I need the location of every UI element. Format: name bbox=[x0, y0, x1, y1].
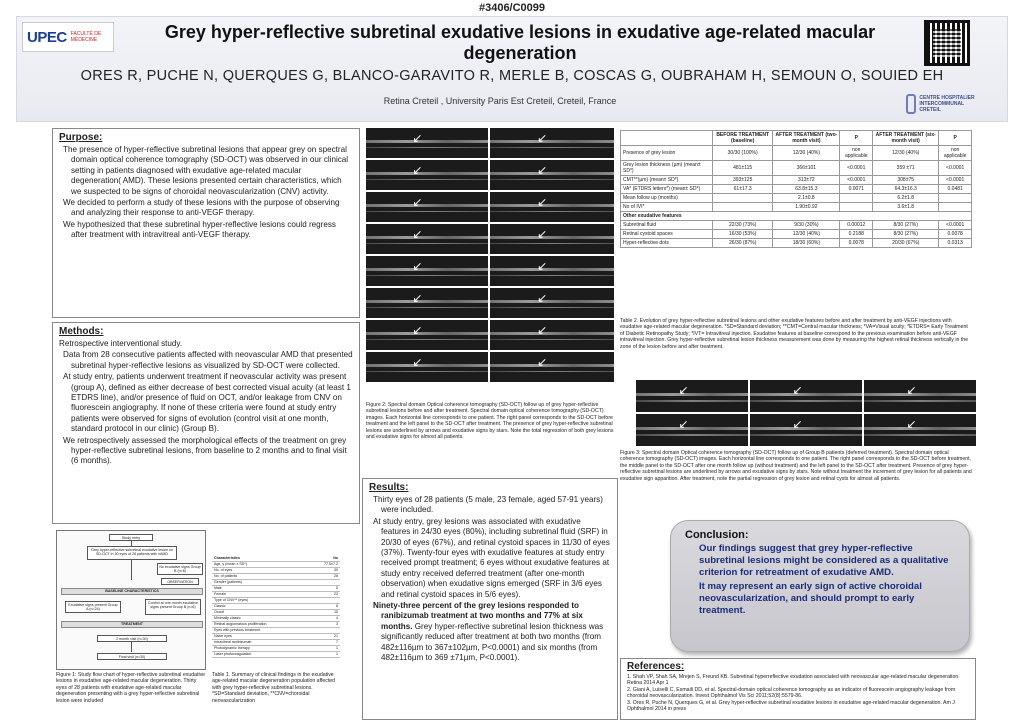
oct-scan-image bbox=[366, 352, 488, 382]
purpose-paragraph: We decided to perform a study of these lesions with the purpose of observing and analyzing their response to anti-VEGF therapy. bbox=[63, 198, 340, 218]
table-cell: 0.00012 bbox=[840, 221, 873, 230]
table-cell: 0.0313 bbox=[939, 239, 972, 248]
methods-paragraph: We retrospectively assessed the morphological effects of the treatment on grey hyper-reflective subretinal lesions, from baseline to 2 months and to final visit (6 months). bbox=[63, 435, 347, 466]
arrow-icon: ↙ bbox=[537, 323, 548, 338]
results-title: Results: bbox=[369, 482, 409, 493]
retina-layer bbox=[366, 147, 488, 149]
table-cell: Grey lesion thickness (µm) (mean± SD*) bbox=[621, 161, 713, 176]
oct-scan-image bbox=[366, 160, 488, 190]
retina-layer bbox=[490, 364, 614, 367]
arrow-icon: ↙ bbox=[906, 417, 917, 432]
retina-layer bbox=[366, 339, 488, 341]
table-cell: Laser photocoagulation bbox=[212, 652, 309, 658]
oct-scan-image bbox=[366, 192, 488, 222]
arrow-icon: ↙ bbox=[537, 227, 548, 242]
table-cell: No bbox=[309, 556, 340, 562]
retina-layer bbox=[366, 371, 488, 373]
retina-layer bbox=[864, 393, 976, 396]
retina-layer bbox=[490, 307, 614, 309]
chic-logo bbox=[906, 90, 976, 118]
table-cell: 366±101 bbox=[773, 161, 840, 176]
table-cell: Naive eyes bbox=[212, 634, 309, 640]
arrow-icon: ↙ bbox=[537, 131, 548, 146]
retina-layer bbox=[864, 434, 976, 436]
table-cell: Photodynamic therapy bbox=[212, 646, 309, 652]
arrow-icon: ↙ bbox=[792, 383, 803, 398]
retina-layer bbox=[490, 339, 614, 341]
table-cell: 308±75 bbox=[873, 176, 939, 185]
oct-scan-image bbox=[490, 288, 614, 318]
flow-study-entry: Study entry bbox=[109, 534, 153, 541]
results-body bbox=[369, 495, 611, 664]
table-row bbox=[621, 146, 972, 161]
retina-layer bbox=[490, 179, 614, 181]
table-cell: 0.0071 bbox=[840, 185, 873, 194]
retina-layer bbox=[864, 427, 976, 430]
conclusion-paragraph: It may represent an early sign of active choroidal neovascularization, and should prompt to early treatment. bbox=[699, 581, 922, 616]
arrow-icon: ↙ bbox=[537, 291, 548, 306]
table-cell: 313±72 bbox=[773, 176, 840, 185]
table-header-cell: P bbox=[840, 131, 873, 146]
table-cell: No. of eyes bbox=[212, 568, 309, 574]
oct-scan-image bbox=[636, 380, 748, 412]
purpose-panel bbox=[52, 128, 360, 318]
table-cell bbox=[840, 194, 873, 203]
poster-title: Grey hyper-reflective subretinal exudative lesions in exudative age-related macular degeneration bbox=[164, 22, 876, 63]
table-cell: 1.90±0.92 bbox=[773, 203, 840, 212]
table-cell: 15 bbox=[309, 610, 340, 616]
retina-layer bbox=[366, 243, 488, 245]
purpose-title: Purpose: bbox=[59, 132, 103, 143]
table-cell: Age, y (mean ± SD*) bbox=[212, 562, 309, 568]
table-cell: Male bbox=[212, 586, 309, 592]
table1-caption: Table 1. Summary of clinical findings in the exudative age-related macular degeneration population affected with grey hyper-reflective subretinal lesions. *SD=Standard deviation, **CNV=choroidal neovascularization bbox=[212, 672, 336, 704]
table-header-cell: AFTER TREATMENT (two-month visit) bbox=[773, 131, 840, 146]
oct-scan-image bbox=[490, 192, 614, 222]
arrow-icon: ↙ bbox=[412, 323, 423, 338]
upec-logo-main: UPEC bbox=[27, 28, 67, 46]
methods-paragraph: Data from 28 consecutive patients affected with neovascular AMD that presented subretinal hyper-reflective lesions as visualized by SD-OCT were collected. bbox=[63, 350, 353, 370]
table-cell: 22/30 (73%) bbox=[713, 221, 773, 230]
table-cell: 77.5±7.2 bbox=[309, 562, 340, 568]
arrow-icon: ↙ bbox=[537, 163, 548, 178]
retina-layer bbox=[636, 400, 748, 402]
arrow-icon: ↙ bbox=[537, 195, 548, 210]
table-cell: 30 bbox=[309, 568, 340, 574]
retina-layer bbox=[366, 268, 488, 271]
oct-scan-image bbox=[750, 380, 862, 412]
flow-observation: OBSERVATION bbox=[161, 578, 199, 585]
retina-layer bbox=[490, 236, 614, 239]
retina-layer bbox=[366, 364, 488, 367]
table-cell: Retinal cystoid spaces bbox=[621, 230, 713, 239]
flow-connector bbox=[131, 560, 132, 580]
methods-panel bbox=[52, 322, 360, 524]
results-paragraph bbox=[369, 601, 611, 663]
table-cell: <0.0001 bbox=[840, 176, 873, 185]
study-flowchart bbox=[56, 530, 206, 670]
table-cell: Female bbox=[212, 592, 309, 598]
conclusion-paragraph: Our findings suggest that grey hyper-reflective subretinal lesions might be considered as a qualitative criterion for retreatment of exudative AMD. bbox=[699, 543, 949, 578]
table-row bbox=[621, 161, 972, 176]
retina-layer bbox=[366, 307, 488, 309]
oct-scan-image bbox=[366, 224, 488, 254]
flow-treatment-bar: TREATMENT bbox=[61, 621, 203, 628]
table-cell: 61±17.3 bbox=[713, 185, 773, 194]
table-cell: non applicable bbox=[939, 146, 972, 161]
table-cell: 8/30 (27%) bbox=[873, 221, 939, 230]
table-cell: 2.1±0.8 bbox=[773, 194, 840, 203]
chic-logo-icon bbox=[906, 94, 916, 114]
qr-code-icon bbox=[924, 20, 970, 66]
table-row bbox=[621, 185, 972, 194]
oct-scan-image bbox=[366, 288, 488, 318]
retina-layer bbox=[864, 400, 976, 402]
table-cell: 16/30 (53%) bbox=[713, 230, 773, 239]
retina-layer bbox=[636, 393, 748, 396]
author-list: ORES R, PUCHE N, QUERQUES G, BLANCO-GARAVITO R, MERLE B, COSCAS G, OUBRAHAM H, SEMOUN O, SOUIED EH bbox=[80, 68, 944, 84]
arrow-icon: ↙ bbox=[412, 163, 423, 178]
table-cell: <0.0001 bbox=[939, 161, 972, 176]
retina-layer bbox=[490, 371, 614, 373]
table-cell: 0.0481 bbox=[939, 185, 972, 194]
table-cell: Classic bbox=[212, 604, 309, 610]
table-header-cell: BEFORE TREATMENT (baseline) bbox=[713, 131, 773, 146]
table-cell: 0.0078 bbox=[840, 239, 873, 248]
table-cell: Characteristics bbox=[212, 556, 309, 562]
table-row bbox=[212, 652, 340, 658]
table-cell: 23 bbox=[309, 592, 340, 598]
table-row bbox=[621, 239, 972, 248]
retina-layer bbox=[366, 140, 488, 143]
conclusion-box bbox=[670, 520, 970, 652]
table-cell: 28 bbox=[309, 574, 340, 580]
results-thickness-finding: Grey hyper-reflective subretinal lesion thickness was significantly reduced after treatment at both two months (from 482±116µm to 367±102µm, P<0.0001) and six months (from 482±116µm to 369 ±71µm, P<0.0001). bbox=[381, 621, 604, 663]
retina-layer bbox=[366, 275, 488, 277]
retina-layer bbox=[366, 332, 488, 335]
table-row bbox=[621, 176, 972, 185]
oct-scan-image bbox=[636, 414, 748, 446]
arrow-icon: ↙ bbox=[678, 383, 689, 398]
table-cell: Eyes with previous treatment bbox=[212, 628, 309, 634]
retina-layer bbox=[490, 204, 614, 207]
table-cell: Presence of grey lesion bbox=[621, 146, 713, 161]
table-row bbox=[621, 230, 972, 239]
table-cell: 26/30 (87%) bbox=[713, 239, 773, 248]
flow-no-exudative: No exudative signs Group B (n=6) bbox=[157, 563, 203, 575]
methods-title: Methods: bbox=[59, 326, 104, 337]
table-cell: 393±125 bbox=[713, 176, 773, 185]
table-cell: Mean follow up (months) bbox=[621, 194, 713, 203]
table-header-cell: P bbox=[939, 131, 972, 146]
table2-caption: Table 2. Evolution of grey hyper-reflective subretinal lesions and other exudative features before and after treatment by anti-VEGF injections with exudative age-related macular degeneration. *SD=Standard deviation; **CMT=Central macular thickness; *VA=Visual acuity; *ETDRS= Early Treatment of Diabetic Retinopathy Study; *IVT= Intravitreal injection. Exudative features at baseline correspond to the previous examination before anti-VEGF intravitreal injection. Grey hyper-reflective subretinal lesion thickness measurement was done by measuring the highest retinal thickness vertically in the zone of the lesion before and after treatment. bbox=[620, 318, 969, 350]
oct-scan-image bbox=[864, 414, 976, 446]
table-cell: 63.8±15.3 bbox=[773, 185, 840, 194]
table-cell: 7 bbox=[309, 640, 340, 646]
reference-item: 2. Giani A, Luiselli C, Esmaili DD, et al. Spectral-domain optical coherence tomography as an indicator of fluorescein angiography leakage from choroidal neovascularization. Invest Ophthalmol Vis Sci 2011;52(8):5579-86. bbox=[627, 686, 956, 700]
table-cell: Occult bbox=[212, 610, 309, 616]
table-cell: No. of patients bbox=[212, 574, 309, 580]
table-cell bbox=[713, 194, 773, 203]
table-cell: 12/30 (40%) bbox=[873, 146, 939, 161]
oct-scan-image bbox=[490, 256, 614, 286]
retina-layer bbox=[366, 236, 488, 239]
oct-scan-image bbox=[490, 352, 614, 382]
table-cell: Subretinal fluid bbox=[621, 221, 713, 230]
retina-layer bbox=[490, 147, 614, 149]
flow-baseline-bar: BASELINE CHARACTERISTICS bbox=[61, 588, 203, 595]
table-cell: 359 ±71 bbox=[873, 161, 939, 176]
table-cell: 481±115 bbox=[713, 161, 773, 176]
retina-layer bbox=[366, 211, 488, 213]
retina-layer bbox=[366, 172, 488, 175]
table-section-label: Other exudative features bbox=[621, 212, 972, 221]
retina-layer bbox=[490, 211, 614, 213]
results-table bbox=[620, 130, 972, 248]
arrow-icon: ↙ bbox=[792, 417, 803, 432]
retina-layer bbox=[490, 140, 614, 143]
retina-layer bbox=[750, 434, 862, 436]
arrow-icon: ↙ bbox=[906, 383, 917, 398]
conclusion-title: Conclusion: bbox=[685, 529, 749, 541]
retina-layer bbox=[636, 427, 748, 430]
oct-scan-image bbox=[864, 380, 976, 412]
table-cell bbox=[840, 203, 873, 212]
table-cell: Gender (patients) bbox=[212, 580, 309, 586]
purpose-paragraph: The presence of hyper-reflective subretinal lesions that appear grey on spectral domain optical coherence tomography (SD-OCT) was observed in our clinical setting in patients diagnosed with exudative age-related macular degeneration( AMD). These lesions presented certain characteristics, which we suspected to be signs of choroidal neovascularization (CNV) activity. bbox=[63, 145, 349, 196]
characteristics-table bbox=[212, 556, 340, 658]
results-paragraph: Thirty eyes of 28 patients (5 male, 23 female, aged 57-91 years) were included. bbox=[373, 495, 603, 515]
retina-layer bbox=[366, 179, 488, 181]
oct-scan-image bbox=[490, 320, 614, 350]
results-panel bbox=[362, 478, 618, 720]
table-cell: 12/30 (40%) bbox=[773, 146, 840, 161]
oct-scan-image bbox=[490, 128, 614, 158]
table-cell bbox=[939, 203, 972, 212]
retina-layer bbox=[750, 427, 862, 430]
retina-layer bbox=[490, 275, 614, 277]
table-cell: Minimally classic bbox=[212, 616, 309, 622]
flow-control: Control at one month exudative signs present Group B (n=6) bbox=[145, 599, 201, 615]
table-cell: 18/30 (60%) bbox=[773, 239, 840, 248]
table-cell: Retinal angiomatous proliferation bbox=[212, 622, 309, 628]
reference-item: 1. Shah VP, Shah SA, Mrejen S, Freund KB. Subretinal hyperreflective exudation associated with neovascular age-related macular degeneration. Retina 2014 Apr 1 bbox=[627, 674, 960, 687]
table-cell bbox=[939, 194, 972, 203]
table-cell: Intravitreal ranibizumab bbox=[212, 640, 309, 646]
results-key-finding: Ninety-three percent of the grey lesions responded to ranibizumab treatment at two months and 77% at six months. bbox=[373, 601, 583, 631]
figure3-caption: Figure 3: Spectral domain Optical coherence tomography (SD-OCT) follow up of Group B patients (deferred treatment). Spectral domain optical coherence tomography (SD-OCT) images. Each horizontal line corresponds to one patient. The right panel corresponds to the SD-OCT before treatment, the middle panel to the SD-OCT after one month follow up (without treatment) and the left panel to the SD-OCT after treatment. Presence of grey hyper-reflective subretinal lesions are underlined by arrows and exudative signs by stars. Note without treatment the increment of grey lesion for all patients and exudative sign apparition. After treatment, note the partial regression of grey lesion and retinal cysts for almost all patients. bbox=[620, 450, 972, 482]
figure2-caption: Figure 2: Spectral domain Optical coherence tomography (SD-OCT) follow up of grey hyper-reflective subretinal lesions before and after treatment. Spectral domain optical coherence tomography (SD-OCT) images. Each horizontal line corresponds to one patient. The right panel corresponds to the SD-OCT before treatment and the left panel to the SD-OCT after treatment. The presence of grey hyper-reflective subretinal lesions are underlined by arrows and exudative signs by stars. Note the total regression of both grey lesions and exudative signs for almost all patients. bbox=[366, 402, 614, 441]
flow-final: Final visit (n=30) bbox=[97, 653, 167, 660]
table-cell: <0.0001 bbox=[939, 176, 972, 185]
table-cell bbox=[713, 203, 773, 212]
table-cell: 0.0078 bbox=[939, 230, 972, 239]
purpose-paragraph: We hypothesized that these subretinal hyper-reflective lesions could regress after treatment with intravitreal anti-VEGF therapy. bbox=[63, 219, 336, 240]
figure1-caption: Figure 1: Study flow chart of hyper-reflective subretinal exudative lesions in exudative age-related macular degeneration. Thirty eyes of 28 patients with exudative age-related macular degeneration presenting with a grey hyper-reflective subretinal lesion were included bbox=[56, 672, 206, 704]
retina-layer bbox=[490, 268, 614, 271]
table-cell: Hyper-reflective dots bbox=[621, 239, 713, 248]
table-cell: 9/30 (30%) bbox=[773, 221, 840, 230]
table-cell: <0.0001 bbox=[939, 221, 972, 230]
retina-layer bbox=[490, 172, 614, 175]
retina-layer bbox=[366, 204, 488, 207]
methods-paragraph: Retrospective interventional study. bbox=[59, 339, 183, 348]
reference-item: 3. Ores R, Puche N, Querques G, et al. Grey hyper-reflective subretinal exudative lesions in exudative age-related macular degeneration. Am J Ophthalmol 2014 in press bbox=[627, 699, 955, 713]
upec-logo bbox=[22, 22, 114, 52]
oct-scan-image bbox=[490, 160, 614, 190]
oct-scan-image bbox=[490, 224, 614, 254]
flow-two-month: 2 month visit (n=30) bbox=[97, 635, 167, 642]
retina-layer bbox=[490, 332, 614, 335]
arrow-icon: ↙ bbox=[412, 291, 423, 306]
table-cell: non applicable bbox=[840, 146, 873, 161]
table-cell: No of IVI* bbox=[621, 203, 713, 212]
arrow-icon: ↙ bbox=[412, 131, 423, 146]
oct-scan-image bbox=[366, 320, 488, 350]
poster-id: #3406/C0099 bbox=[478, 2, 546, 14]
retina-layer bbox=[490, 300, 614, 303]
oct-scan-image bbox=[366, 128, 488, 158]
references-panel bbox=[620, 658, 976, 720]
table-cell: 30/30 (100%) bbox=[713, 146, 773, 161]
table-cell: 64.3±16.3 bbox=[873, 185, 939, 194]
table-cell: 3.6±1.8 bbox=[873, 203, 939, 212]
table-cell: 1 bbox=[309, 646, 340, 652]
methods-body bbox=[59, 339, 353, 467]
table-cell: 8 bbox=[309, 604, 340, 610]
arrow-icon: ↙ bbox=[412, 355, 423, 370]
purpose-body bbox=[59, 145, 353, 241]
table-cell: 8/30 (27%) bbox=[873, 230, 939, 239]
arrow-icon: ↙ bbox=[412, 227, 423, 242]
table-cell: Type of CNV** (eyes) bbox=[212, 598, 309, 604]
table-cell: VA* (ETDRS letters*) (mean± SD*) bbox=[621, 185, 713, 194]
table-cell: 0.2188 bbox=[840, 230, 873, 239]
table-header-cell: AFTER TREATMENT (six-month visit) bbox=[873, 131, 939, 146]
table-cell: <0.0001 bbox=[840, 161, 873, 176]
retina-layer bbox=[750, 393, 862, 396]
flow-connector bbox=[131, 642, 132, 652]
table-row bbox=[621, 194, 972, 203]
table-cell: 1 bbox=[309, 652, 340, 658]
arrow-icon: ↙ bbox=[412, 195, 423, 210]
table-section-row bbox=[621, 212, 972, 221]
references-title: References: bbox=[627, 661, 685, 672]
affiliation: Retina Creteil , University Paris Est Creteil, Creteil, France bbox=[383, 96, 617, 106]
results-paragraph: At study entry, grey lesions was associated with exudative features in 24/30 eyes (80%), including subretinal fluid (SRF) in 20/30 of eyes (67%), and retinal cystoid spaces in 11/30 of eyes (37%). Twenty-four eyes with exudative features at study entry received prompt treatment; 6 eyes without exudative features at study entry received deferred treatment (after one-month observation) when exudative signs emerged (SRF in 3/6 eyes and retinal cystoid spaces in 5/6 eyes). bbox=[373, 516, 610, 599]
table-header-cell bbox=[621, 131, 713, 146]
table-cell: 21 bbox=[309, 634, 340, 640]
arrow-icon: ↙ bbox=[537, 259, 548, 274]
table-cell: 5 bbox=[309, 586, 340, 592]
oct-scan-image bbox=[366, 256, 488, 286]
table-cell: 3 bbox=[309, 622, 340, 628]
table-cell: 4 bbox=[309, 616, 340, 622]
retina-layer bbox=[636, 434, 748, 436]
retina-layer bbox=[366, 300, 488, 303]
table-cell: 12/30 (40%) bbox=[773, 230, 840, 239]
table-cell: CMT**(µm) (mean± SD*) bbox=[621, 176, 713, 185]
arrow-icon: ↙ bbox=[537, 355, 548, 370]
methods-paragraph: At study entry, patients underwent treatment if neovascular activity was present (group A), defined as either decrease of best corrected visual acuity (at least 1 ETDRS line), and/or presence of fluid on OCT, and/or leakage from CNV on fluorescein angiography. If none of these criteria were found at study entry patients were observed for signs of evolution (control visit at one month, standard protocol in our clinic) (Group B). bbox=[63, 372, 351, 434]
table-cell: 6.2±1.8 bbox=[873, 194, 939, 203]
table-cell: 20/30 (67%) bbox=[873, 239, 939, 248]
flow-exudative: Exudative signs present Group A (n=24) bbox=[65, 601, 121, 613]
chic-logo-text: CENTRE HOSPITALIER INTERCOMMUNAL CRETEIL bbox=[919, 95, 975, 113]
arrow-icon: ↙ bbox=[678, 417, 689, 432]
flow-inclusion: Grey hyper-reflective subretinal exudative lesion on SD-OCT in 30 eyes of 28 patients with nAMD bbox=[87, 546, 177, 560]
table-row bbox=[621, 221, 972, 230]
arrow-icon: ↙ bbox=[412, 259, 423, 274]
oct-scan-image bbox=[750, 414, 862, 446]
table-row bbox=[621, 203, 972, 212]
retina-layer bbox=[490, 243, 614, 245]
retina-layer bbox=[750, 400, 862, 402]
upec-logo-sub: FACULTÉ DE MÉDECINE bbox=[70, 31, 102, 43]
